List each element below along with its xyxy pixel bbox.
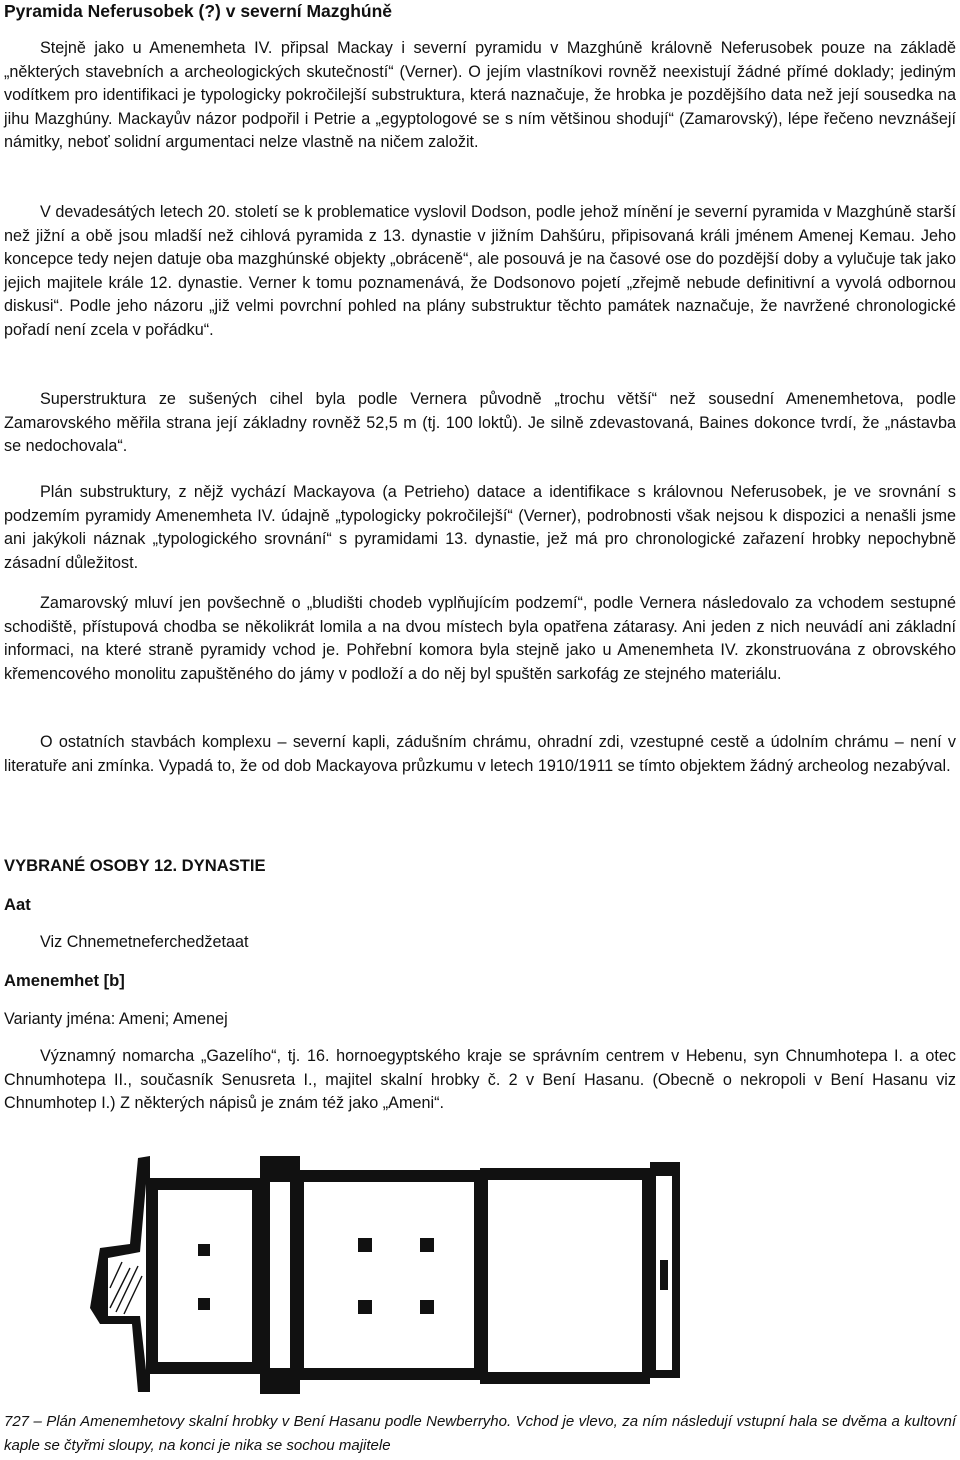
entry-text-amenemhet: Významný nomarcha „Gazelího“, tj. 16. hornoegyptského kraje se správním centrem v Hebenu, syn Chnumhotepa I. a otec Chnumhotepa II., současník Senusreta I., majitel skalní hrobky č. 2 v Bení Hasanu. (Obecně o nekropoli v Bení Hasanu viz Chnumhotep I.) Z některých nápisů je znám též jako „Ameni“. [4,1047,956,1113]
paragraph-1: Stejně jako u Amenemheta IV. připsal Mackay i severní pyramidu v Mazghúně královně Neferusobek pouze na základě „některých stavebních a archeologických skutečností“ (Verner). O jejím vlastníkovi rovněž neexistují žádné přímé doklady; jediným vodítkem pro identifikaci je typologicky pokročilejší substruktura, která naznačuje, že hrobka je pozdějšího data než její sousedka na jihu Mazghúny. Mackayův názor podpořil i Petrie a „egyptologové se s ním většinou shodují“ (Zamarovský), lépe řečeno nevznášejí námitky, neboť solidní argumentaci nelze vlastně na ničem založit. [4,39,956,152]
paragraph-4: Plán substruktury, z nějž vychází Mackayova (a Petrieho) datace a identifikace s královnou Neferusobek, je ve srovnání s podzemím pyramidy Amenemheta IV. údajně „typologicky pokročilejší“ (Verner), podrobnosti však nejsou k dispozici a nenašli jsme ani jakýkoli náznak „typologického srovnání“ s pyramidami 13. dynastie, jež má pro chronologické zařazení hrobky nepochybně zásadní důležitost. [4,483,956,572]
section-title: Pyramida Neferusobek (?) v severní Mazghúně [4,1,393,21]
tomb-plan-walls [90,1156,680,1394]
entry-name-aat: Aat [4,895,31,914]
entry-ref-aat: Viz Chnemetneferchedžetaat [40,933,249,951]
paragraph-3: Superstruktura ze sušených cihel byla podle Vernera původně „trochu větší“ než sousední Amenemhetova, podle Zamarovského měřila strana její základny rovněž 52,5 m (tj. 100 loktů). Je silně zdevastovaná, Baines dokonce tvrdí, že „nástavba se nedochovala“. [4,390,956,456]
paragraph-6: O ostatních stavbách komplexu – severní kapli, zádušním chrámu, ohradní zdi, vzestupné cestě a údolním chrámu – není v literatuře ani zmínka. Vypadá to, že od dob Mackayova průzkumu v letech 1910/1911 se tímto objektem žádný archeolog nezabýval. [4,733,956,775]
columns [198,1238,434,1314]
persons-heading: VYBRANÉ OSOBY 12. DYNASTIE [4,856,266,875]
figure-caption: 727 – Plán Amenemhetovy skalní hrobky v Bení Hasanu podle Newberryho. Vchod je vlevo, za ním následují vstupní hala se dvěma a kultovní kaple se čtyřmi sloupy, na konci je nika se sochou majitele [4,1413,956,1454]
entry-name-amenemhet: Amenemhet [b] [4,971,125,990]
paragraph-5: Zamarovský mluví jen povšechně o „bludišti chodeb vyplňujícím podzemí“, podle Vernera následovalo za vchodem sestupné schodiště, přístupová chodba se několikrát lomila a na dvou místech byla opatřena zátarasy. Ani jeden z nich neuvádí ani základní informaci, na které straně pyramidy vchod je. Pohřební komora byla stejně jako u Amenemheta IV. zkonstruována z obrovského křemencového monolitu zapuštěného do jámy v podloží a do něj byl spuštěn sarkofág ze stejného materiálu. [4,594,956,683]
tomb-plan-figure [90,1148,790,1400]
niche-statue [660,1260,668,1290]
paragraph-2: V devadesátých letech 20. století se k problematice vyslovil Dodson, podle jehož mínění je severní pyramida v Mazghúně starší než jižní a obě jsou mladší než cihlová pyramida z 13. dynastie v jižním Dahšúru, připisovaná králi jménem Amenej Kemau. Jeho koncepce tedy nejen datuje oba mazghúnské objekty „obráceně“, ale posouvá je na časové ose do pozdější doby a vylučuje tak jako jejich majitele krále 12. dynastie. Verner k tomu poznamenává, že Dodsonovo pojetí „zřejmě nebude definitivní a vyvolá odbornou diskusi“. Podle jeho názoru „již velmi povrchní pohled na plány substruktur těchto památek naznačuje, že navržené chronologické pořadí není zcela v pořádku“. [4,203,956,339]
entry-variants-amenemhet: Varianty jména: Ameni; Amenej [4,1010,228,1028]
entrance-hatching [110,1262,142,1314]
